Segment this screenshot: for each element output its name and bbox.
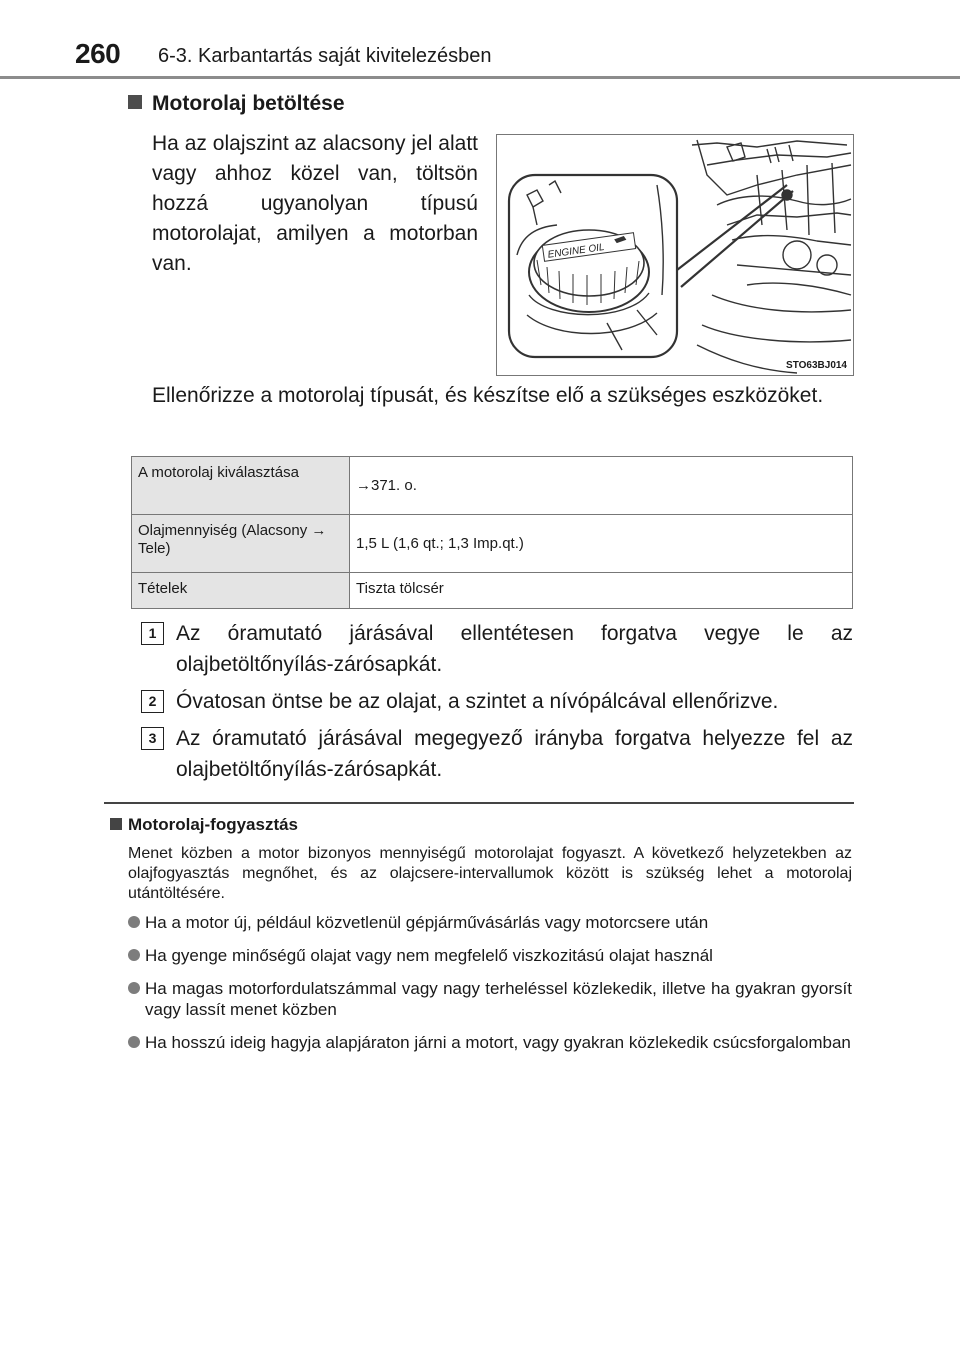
consumption-title-text: Motorolaj-fogyasztás (128, 815, 299, 834)
figure-id: STO63BJ014 (786, 360, 847, 371)
consumption-title (110, 815, 298, 835)
list-item-text: Ha a motor új, például közvetlenül gépjárművásárlás vagy motorcsere után (145, 913, 709, 932)
table-label: Olajmennyiség (Alacsony → Tele) (132, 515, 350, 573)
list-item (128, 978, 852, 1020)
bullet-dot-icon (128, 982, 140, 994)
bullet-dot-icon (128, 1036, 140, 1048)
section-square-icon (128, 95, 142, 109)
table-row (132, 515, 853, 573)
bullet-dot-icon (128, 949, 140, 961)
spec-table (131, 456, 853, 609)
intro-text: Ha az olajszint az alacsony jel alatt vagy ahhoz közel van, töltsön hozzá ugyanolyan típusú motorolajat, amilyen a motorban van. (152, 132, 478, 275)
list-item-text: Ha magas motorfordulatszámmal vagy nagy terheléssel közlekedik, illetve ha gyakran gyorsít vagy lassít menet közben (145, 979, 852, 1019)
page-number: 260 (75, 38, 121, 69)
table-value: →371. o. (350, 457, 853, 515)
table-label: Tételek (132, 573, 350, 609)
step-number: 2 (141, 690, 164, 713)
step-text: Az óramutató járásával megegyező irányba forgatva helyezze fel az olajbetöltőnyílás-zárósapkát. (176, 727, 853, 781)
section-title (128, 92, 345, 116)
step-item (131, 723, 853, 785)
table-row (132, 457, 853, 515)
list-item (128, 1032, 852, 1053)
step-text: Az óramutató járásával ellentétesen forgatva vegye le az olajbetöltőnyílás-zárósapkát. (176, 622, 853, 676)
bullet-dot-icon (128, 916, 140, 928)
engine-oil-cap-figure (496, 134, 854, 376)
table-value: 1,5 L (1,6 qt.; 1,3 Imp.qt.) (350, 515, 853, 573)
engine-oil-label-text: ENGINE OIL (546, 241, 606, 261)
subsection-square-icon (110, 818, 122, 830)
list-item (128, 912, 852, 933)
step-item (131, 686, 853, 717)
steps-list (131, 618, 853, 791)
engine-illustration (497, 135, 853, 375)
table-value: Tiszta tölcsér (350, 573, 853, 609)
consumption-paragraph: Menet közben a motor bizonyos mennyiségű motorolajat fogyaszt. A következő helyzetekben az olajfogyasztás megnőhet, és az olajcsere-intervallumok között is szükség lehet a motorolaj utántöltésére. (128, 845, 852, 902)
step-number: 3 (141, 727, 164, 750)
check-instruction: Ellenőrizze a motorolaj típusát, és készítse elő a szükséges eszközöket. (152, 384, 824, 407)
chapter-title: 6-3. Karbantartás saját kivitelezésben (158, 45, 492, 67)
header-rule (0, 76, 960, 79)
section-title-text: Motorolaj betöltése (152, 92, 345, 115)
list-item-text: Ha gyenge minőségű olajat vagy nem megfelelő viszkozitású olajat használ (145, 946, 713, 965)
list-item-text: Ha hosszú ideig hagyja alapjáraton járni a motort, vagy gyakran közlekedik csúcsforgalomban (145, 1033, 851, 1052)
list-item (128, 945, 852, 966)
table-label: A motorolaj kiválasztása (132, 457, 350, 515)
section-divider (104, 802, 854, 804)
table-row (132, 573, 853, 609)
step-text: Óvatosan öntse be az olajat, a szintet a nívópálcával ellenőrizve. (176, 690, 779, 713)
step-item (131, 618, 853, 680)
step-number: 1 (141, 622, 164, 645)
consumption-bullets (128, 912, 852, 1065)
